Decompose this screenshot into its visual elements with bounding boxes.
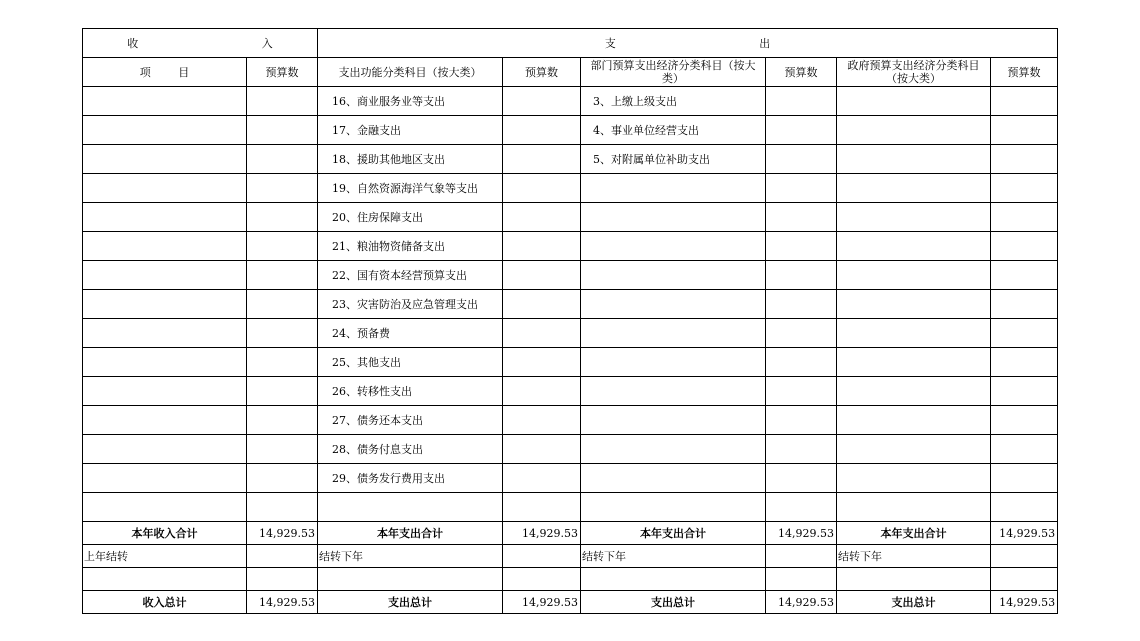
header-row-section xyxy=(83,29,1058,58)
gov-budget-cell xyxy=(991,232,1058,261)
gov-econ-cell xyxy=(837,435,991,464)
income-item-cell xyxy=(83,464,247,493)
empty-cell xyxy=(581,493,766,522)
income-budget-cell xyxy=(247,348,318,377)
income-budget-cell xyxy=(247,261,318,290)
income-item-cell xyxy=(83,87,247,116)
empty-cell xyxy=(247,493,318,522)
carry-in-label: 上年结转 xyxy=(83,545,247,568)
budget-table xyxy=(82,28,1058,614)
grand-total-row xyxy=(83,591,1058,614)
col-header-budget-2: 预算数 xyxy=(503,58,581,87)
func-budget-cell xyxy=(503,406,581,435)
income-header-right: 入 xyxy=(261,36,273,50)
table-row-empty xyxy=(83,568,1058,591)
gov-budget-cell xyxy=(991,348,1058,377)
empty-cell xyxy=(837,568,991,591)
func-class-cell: 24、预备费 xyxy=(318,319,503,348)
table-row-empty xyxy=(83,493,1058,522)
empty-cell xyxy=(318,493,503,522)
col-header-gov-econ-class: 政府预算支出经济分类科目（按大类） xyxy=(837,58,991,87)
empty-cell xyxy=(503,493,581,522)
table-row xyxy=(83,145,1058,174)
header-row-columns xyxy=(83,58,1058,87)
dept-econ-cell: 3、上缴上级支出 xyxy=(581,87,766,116)
income-budget-cell xyxy=(247,145,318,174)
table-row xyxy=(83,464,1058,493)
func-class-cell: 17、金融支出 xyxy=(318,116,503,145)
dept-budget-cell xyxy=(766,87,837,116)
table-row xyxy=(83,203,1058,232)
dept-budget-cell xyxy=(766,435,837,464)
income-header-left: 收 xyxy=(127,36,139,50)
income-section-header xyxy=(83,29,318,58)
func-class-cell: 28、债务付息支出 xyxy=(318,435,503,464)
dept-budget-cell xyxy=(766,116,837,145)
empty-cell xyxy=(247,568,318,591)
year-income-total-label: 本年收入合计 xyxy=(83,522,247,545)
func-class-cell: 19、自然资源海洋气象等支出 xyxy=(318,174,503,203)
dept-budget-cell xyxy=(766,261,837,290)
dept-econ-cell xyxy=(581,377,766,406)
carry-out-label-3: 结转下年 xyxy=(837,545,991,568)
func-budget-cell xyxy=(503,232,581,261)
col-header-budget-4: 预算数 xyxy=(991,58,1058,87)
col-header-budget-3: 预算数 xyxy=(766,58,837,87)
carry-out-label-1: 结转下年 xyxy=(318,545,503,568)
dept-econ-cell xyxy=(581,435,766,464)
dept-budget-cell xyxy=(766,290,837,319)
empty-cell xyxy=(766,493,837,522)
dept-econ-cell: 5、对附属单位补助支出 xyxy=(581,145,766,174)
gov-budget-cell xyxy=(991,174,1058,203)
empty-cell xyxy=(766,568,837,591)
table-row xyxy=(83,348,1058,377)
func-class-cell: 25、其他支出 xyxy=(318,348,503,377)
gov-budget-cell xyxy=(991,145,1058,174)
gov-econ-cell xyxy=(837,464,991,493)
func-class-cell: 16、商业服务业等支出 xyxy=(318,87,503,116)
gov-budget-cell xyxy=(991,464,1058,493)
func-budget-cell xyxy=(503,87,581,116)
col-header-item: 项 目 xyxy=(83,58,247,87)
income-item-cell xyxy=(83,116,247,145)
income-budget-cell xyxy=(247,203,318,232)
gov-budget-cell xyxy=(991,377,1058,406)
empty-cell xyxy=(318,568,503,591)
func-class-cell: 21、粮油物资储备支出 xyxy=(318,232,503,261)
func-budget-cell xyxy=(503,116,581,145)
gov-econ-cell xyxy=(837,290,991,319)
dept-econ-cell xyxy=(581,261,766,290)
dept-econ-cell xyxy=(581,290,766,319)
income-budget-cell xyxy=(247,290,318,319)
carry-out-value-3 xyxy=(991,545,1058,568)
income-budget-cell xyxy=(247,319,318,348)
income-item-cell xyxy=(83,406,247,435)
dept-econ-cell xyxy=(581,348,766,377)
expense-header-right: 出 xyxy=(759,36,771,50)
dept-budget-cell xyxy=(766,145,837,174)
table-row xyxy=(83,261,1058,290)
func-budget-cell xyxy=(503,203,581,232)
income-item-cell xyxy=(83,232,247,261)
func-class-cell: 29、债务发行费用支出 xyxy=(318,464,503,493)
gov-budget-cell xyxy=(991,435,1058,464)
dept-budget-cell xyxy=(766,319,837,348)
expense-header-left: 支 xyxy=(604,36,616,50)
func-class-cell: 18、援助其他地区支出 xyxy=(318,145,503,174)
func-budget-cell xyxy=(503,377,581,406)
income-budget-cell xyxy=(247,232,318,261)
income-item-cell xyxy=(83,203,247,232)
func-budget-cell xyxy=(503,348,581,377)
empty-cell xyxy=(83,568,247,591)
func-class-cell: 27、债务还本支出 xyxy=(318,406,503,435)
func-budget-cell xyxy=(503,435,581,464)
grand-expense-total-label-2: 支出总计 xyxy=(581,591,766,614)
table-row xyxy=(83,290,1058,319)
year-expense-total-label-3: 本年支出合计 xyxy=(837,522,991,545)
gov-econ-cell xyxy=(837,145,991,174)
func-budget-cell xyxy=(503,174,581,203)
func-budget-cell xyxy=(503,290,581,319)
gov-budget-cell xyxy=(991,203,1058,232)
carry-row xyxy=(83,545,1058,568)
income-budget-cell xyxy=(247,435,318,464)
dept-econ-cell xyxy=(581,464,766,493)
carry-out-label-2: 结转下年 xyxy=(581,545,766,568)
table-row xyxy=(83,435,1058,464)
empty-cell xyxy=(503,568,581,591)
expense-section-header xyxy=(318,29,1058,58)
gov-budget-cell xyxy=(991,261,1058,290)
col-header-budget-1: 预算数 xyxy=(247,58,318,87)
income-item-cell xyxy=(83,261,247,290)
gov-budget-cell xyxy=(991,319,1058,348)
func-budget-cell xyxy=(503,319,581,348)
carry-out-value-2 xyxy=(766,545,837,568)
income-item-cell xyxy=(83,174,247,203)
dept-budget-cell xyxy=(766,348,837,377)
gov-econ-cell xyxy=(837,232,991,261)
year-expense-total-label-2: 本年支出合计 xyxy=(581,522,766,545)
grand-expense-total-value-2: 14,929.53 xyxy=(766,591,837,614)
table-row xyxy=(83,319,1058,348)
empty-cell xyxy=(991,568,1058,591)
table-row xyxy=(83,406,1058,435)
income-budget-cell xyxy=(247,406,318,435)
grand-income-total-label: 收入总计 xyxy=(83,591,247,614)
year-total-row xyxy=(83,522,1058,545)
grand-expense-total-label-1: 支出总计 xyxy=(318,591,503,614)
dept-budget-cell xyxy=(766,232,837,261)
table-row xyxy=(83,116,1058,145)
empty-cell xyxy=(581,568,766,591)
income-item-cell xyxy=(83,319,247,348)
func-budget-cell xyxy=(503,464,581,493)
dept-budget-cell xyxy=(766,203,837,232)
grand-expense-total-label-3: 支出总计 xyxy=(837,591,991,614)
income-item-cell xyxy=(83,348,247,377)
col-header-dept-econ-class: 部门预算支出经济分类科目（按大类） xyxy=(581,58,766,87)
dept-econ-cell xyxy=(581,406,766,435)
dept-econ-cell: 4、事业单位经营支出 xyxy=(581,116,766,145)
dept-econ-cell xyxy=(581,232,766,261)
dept-econ-cell xyxy=(581,203,766,232)
income-budget-cell xyxy=(247,464,318,493)
empty-cell xyxy=(991,493,1058,522)
func-class-cell: 20、住房保障支出 xyxy=(318,203,503,232)
income-budget-cell xyxy=(247,116,318,145)
grand-expense-total-value-3: 14,929.53 xyxy=(991,591,1058,614)
gov-econ-cell xyxy=(837,174,991,203)
func-class-cell: 26、转移性支出 xyxy=(318,377,503,406)
income-item-cell xyxy=(83,435,247,464)
income-budget-cell xyxy=(247,174,318,203)
year-expense-total-value-3: 14,929.53 xyxy=(991,522,1058,545)
carry-out-value-1 xyxy=(503,545,581,568)
carry-in-value xyxy=(247,545,318,568)
empty-cell xyxy=(837,493,991,522)
gov-econ-cell xyxy=(837,348,991,377)
table-row xyxy=(83,232,1058,261)
income-item-cell xyxy=(83,145,247,174)
gov-budget-cell xyxy=(991,406,1058,435)
year-expense-total-value-2: 14,929.53 xyxy=(766,522,837,545)
income-budget-cell xyxy=(247,87,318,116)
income-item-cell xyxy=(83,290,247,319)
dept-budget-cell xyxy=(766,406,837,435)
gov-econ-cell xyxy=(837,87,991,116)
gov-econ-cell xyxy=(837,319,991,348)
dept-budget-cell xyxy=(766,377,837,406)
year-expense-total-label-1: 本年支出合计 xyxy=(318,522,503,545)
year-expense-total-value-1: 14,929.53 xyxy=(503,522,581,545)
table-row xyxy=(83,87,1058,116)
gov-econ-cell xyxy=(837,377,991,406)
func-budget-cell xyxy=(503,145,581,174)
gov-econ-cell xyxy=(837,116,991,145)
gov-econ-cell xyxy=(837,406,991,435)
dept-budget-cell xyxy=(766,174,837,203)
year-income-total-value: 14,929.53 xyxy=(247,522,318,545)
dept-econ-cell xyxy=(581,319,766,348)
func-budget-cell xyxy=(503,261,581,290)
table-row xyxy=(83,377,1058,406)
grand-expense-total-value-1: 14,929.53 xyxy=(503,591,581,614)
gov-econ-cell xyxy=(837,203,991,232)
income-item-cell xyxy=(83,377,247,406)
gov-budget-cell xyxy=(991,290,1058,319)
col-header-func-class: 支出功能分类科目（按大类） xyxy=(318,58,503,87)
income-budget-cell xyxy=(247,377,318,406)
gov-budget-cell xyxy=(991,87,1058,116)
func-class-cell: 22、国有资本经营预算支出 xyxy=(318,261,503,290)
gov-econ-cell xyxy=(837,261,991,290)
dept-budget-cell xyxy=(766,464,837,493)
gov-budget-cell xyxy=(991,116,1058,145)
dept-econ-cell xyxy=(581,174,766,203)
empty-cell xyxy=(83,493,247,522)
grand-income-total-value: 14,929.53 xyxy=(247,591,318,614)
table-row xyxy=(83,174,1058,203)
func-class-cell: 23、灾害防治及应急管理支出 xyxy=(318,290,503,319)
